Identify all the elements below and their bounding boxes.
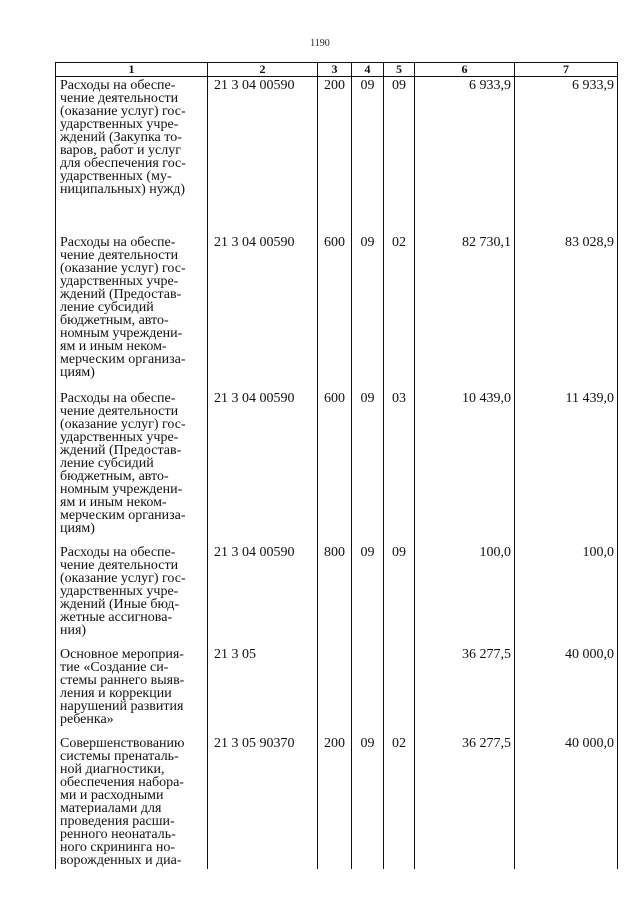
row-amount-2: 40 000,0 <box>515 646 618 735</box>
row-expense-type: 200 <box>318 735 352 869</box>
header-row <box>56 63 618 77</box>
row-section: 09 <box>352 390 384 544</box>
row-subsection: 03 <box>384 390 415 544</box>
col-header-3: 3 <box>318 63 352 77</box>
row-target-code: 21 3 04 00590 <box>208 544 318 646</box>
row-subsection: 09 <box>384 544 415 646</box>
table-row <box>56 735 618 869</box>
row-description: Совершенствованию системы пренаталь- ной диагностики, обеспечения набора- ми и расходными материалами для проведения расши- ренного неонаталь- ного скрининга но- ворожденных и диа- <box>56 735 208 869</box>
row-subsection <box>384 646 415 735</box>
row-expense-type: 600 <box>318 390 352 544</box>
col-header-5: 5 <box>384 63 415 77</box>
table-row <box>56 390 618 544</box>
col-header-7: 7 <box>515 63 618 77</box>
col-header-4: 4 <box>352 63 384 77</box>
table-row <box>56 646 618 735</box>
row-description: Расходы на обеспе- чение деятельности (оказание услуг) гос- ударственных учре- ждений (Иные бюд- жетные ассигнова- ния) <box>56 544 208 646</box>
row-target-code: 21 3 05 90370 <box>208 735 318 869</box>
row-target-code: 21 3 05 <box>208 646 318 735</box>
row-amount-1: 10 439,0 <box>415 390 515 544</box>
row-target-code: 21 3 04 00590 <box>208 390 318 544</box>
row-section: 09 <box>352 735 384 869</box>
row-amount-2: 11 439,0 <box>515 390 618 544</box>
table-row <box>56 234 618 390</box>
row-amount-2: 6 933,9 <box>515 77 618 234</box>
row-expense-type <box>318 646 352 735</box>
col-header-2: 2 <box>208 63 318 77</box>
row-target-code: 21 3 04 00590 <box>208 77 318 234</box>
row-description: Расходы на обеспе- чение деятельности (оказание услуг) гос- ударственных учре- ждений (Предостав- ление субсидий бюджетным, авто- номным учреждени- ям и иным неком- мерческим организа- циям) <box>56 390 208 544</box>
row-amount-1: 82 730,1 <box>415 234 515 390</box>
row-amount-2: 100,0 <box>515 544 618 646</box>
row-target-code: 21 3 04 00590 <box>208 234 318 390</box>
row-subsection: 02 <box>384 234 415 390</box>
row-amount-2: 40 000,0 <box>515 735 618 869</box>
row-description: Основное мероприя- тие «Создание си- стемы раннего выяв- ления и коррекции нарушений развития ребенка» <box>56 646 208 735</box>
col-header-6: 6 <box>415 63 515 77</box>
row-section: 09 <box>352 544 384 646</box>
budget-table <box>55 62 618 869</box>
page-number: 1190 <box>310 38 330 49</box>
row-section <box>352 646 384 735</box>
row-section: 09 <box>352 234 384 390</box>
row-amount-1: 36 277,5 <box>415 646 515 735</box>
row-amount-1: 36 277,5 <box>415 735 515 869</box>
table-row <box>56 544 618 646</box>
row-subsection: 09 <box>384 77 415 234</box>
row-expense-type: 600 <box>318 234 352 390</box>
row-description: Расходы на обеспе- чение деятельности (оказание услуг) гос- ударственных учре- ждений (Предостав- ление субсидий бюджетным, авто- номным учреждени- ям и иным неком- мерческим организа- циям) <box>56 234 208 390</box>
row-subsection: 02 <box>384 735 415 869</box>
row-expense-type: 200 <box>318 77 352 234</box>
row-amount-1: 6 933,9 <box>415 77 515 234</box>
row-amount-1: 100,0 <box>415 544 515 646</box>
col-header-1: 1 <box>56 63 208 77</box>
table-row <box>56 77 618 234</box>
row-expense-type: 800 <box>318 544 352 646</box>
row-description: Расходы на обеспе- чение деятельности (оказание услуг) гос- ударственных учре- ждений (Закупка то- варов, работ и услуг для обеспечения гос- ударственных (му- ниципальных) нужд) <box>56 77 208 234</box>
row-section: 09 <box>352 77 384 234</box>
row-amount-2: 83 028,9 <box>515 234 618 390</box>
